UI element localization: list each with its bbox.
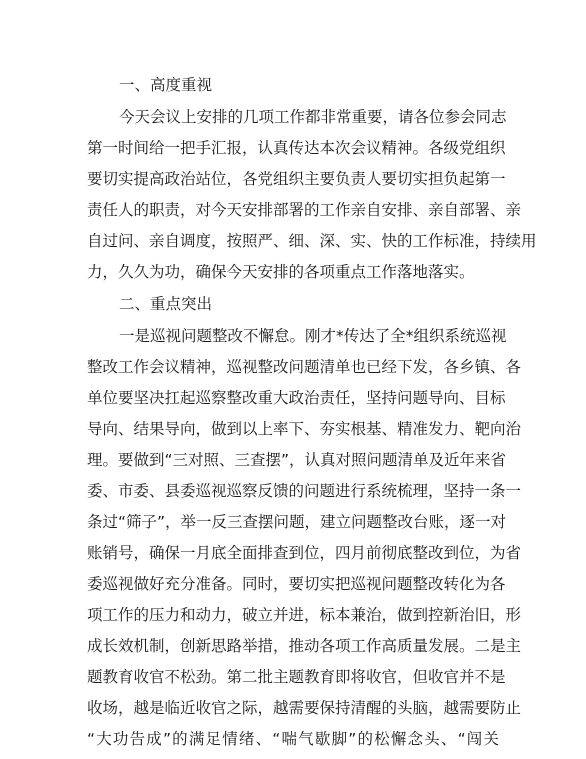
paragraph-line: 条过“筛子”，举一反三查摆问题，建立问题整改台账，逐一对 bbox=[87, 513, 507, 531]
paragraph-line: 理。要做到“三对照、三查摆”，认真对照问题清单及近年来省 bbox=[87, 451, 507, 469]
paragraph-line: 委巡视做好充分准备。同时，要切实把巡视问题整改转化为各 bbox=[87, 575, 506, 593]
paragraph-line: 项工作的压力和动力，破立并进，标本兼治，做到控新治旧，形 bbox=[87, 606, 522, 624]
paragraph-line: 力，久久为功，确保今天安排的各项重点工作落地落实。 bbox=[87, 263, 475, 281]
paragraph-line: 题教育收官不松劲。第二批主题教育即将收官，但收官并不是 bbox=[87, 668, 506, 686]
paragraph-line: 收场，越是临近收官之际，越需要保持清醒的头脑，越需要防止 bbox=[87, 699, 522, 717]
paragraph-line: 成长效机制，创新思路举措，推动各项工作高质量发展。二是主 bbox=[87, 637, 522, 655]
paragraph-line: “大功告成”的满足情绪、“喘气歇脚”的松懈念头、“闯关 bbox=[87, 730, 499, 748]
paragraph-line: 整改工作会议精神，巡视整改问题清单也已经下发，各乡镇、各 bbox=[87, 358, 522, 376]
paragraph-line: 账销号，确保一月底全面排查到位，四月前彻底整改到位，为省 bbox=[87, 544, 522, 562]
paragraph-line: 委、市委、县委巡视巡察反馈的问题进行系统梳理，坚持一条一 bbox=[87, 482, 522, 500]
paragraph-line: 责任人的职责，对今天安排部署的工作亲自安排、亲自部署、亲 bbox=[87, 201, 522, 219]
paragraph-line: 第一时间给一把手汇报，认真传达本次会议精神。各级党组织 bbox=[87, 139, 506, 157]
paragraph-line: 一是巡视问题整改不懈怠。刚才*传达了全*组织系统巡视 bbox=[119, 327, 507, 345]
paragraph-line: 导向、结果导向，做到以上率下、夯实根基、精准发力、靶向治 bbox=[87, 420, 522, 438]
paragraph-line: 要切实提高政治站位，各党组织主要负责人要切实担负起第一 bbox=[87, 170, 506, 188]
paragraph-line: 自过问、亲自调度，按照严、细、深、实、快的工作标准，持续用 bbox=[87, 232, 537, 250]
paragraph-line: 今天会议上安排的几项工作都非常重要，请各位参会同志 bbox=[119, 108, 507, 126]
paragraph-line: 单位要坚决扛起巡察整改重大政治责任，坚持问题导向、目标 bbox=[87, 389, 506, 407]
section-heading-1: 一、高度重视 bbox=[119, 76, 213, 94]
section-heading-2: 二、重点突出 bbox=[119, 295, 213, 313]
